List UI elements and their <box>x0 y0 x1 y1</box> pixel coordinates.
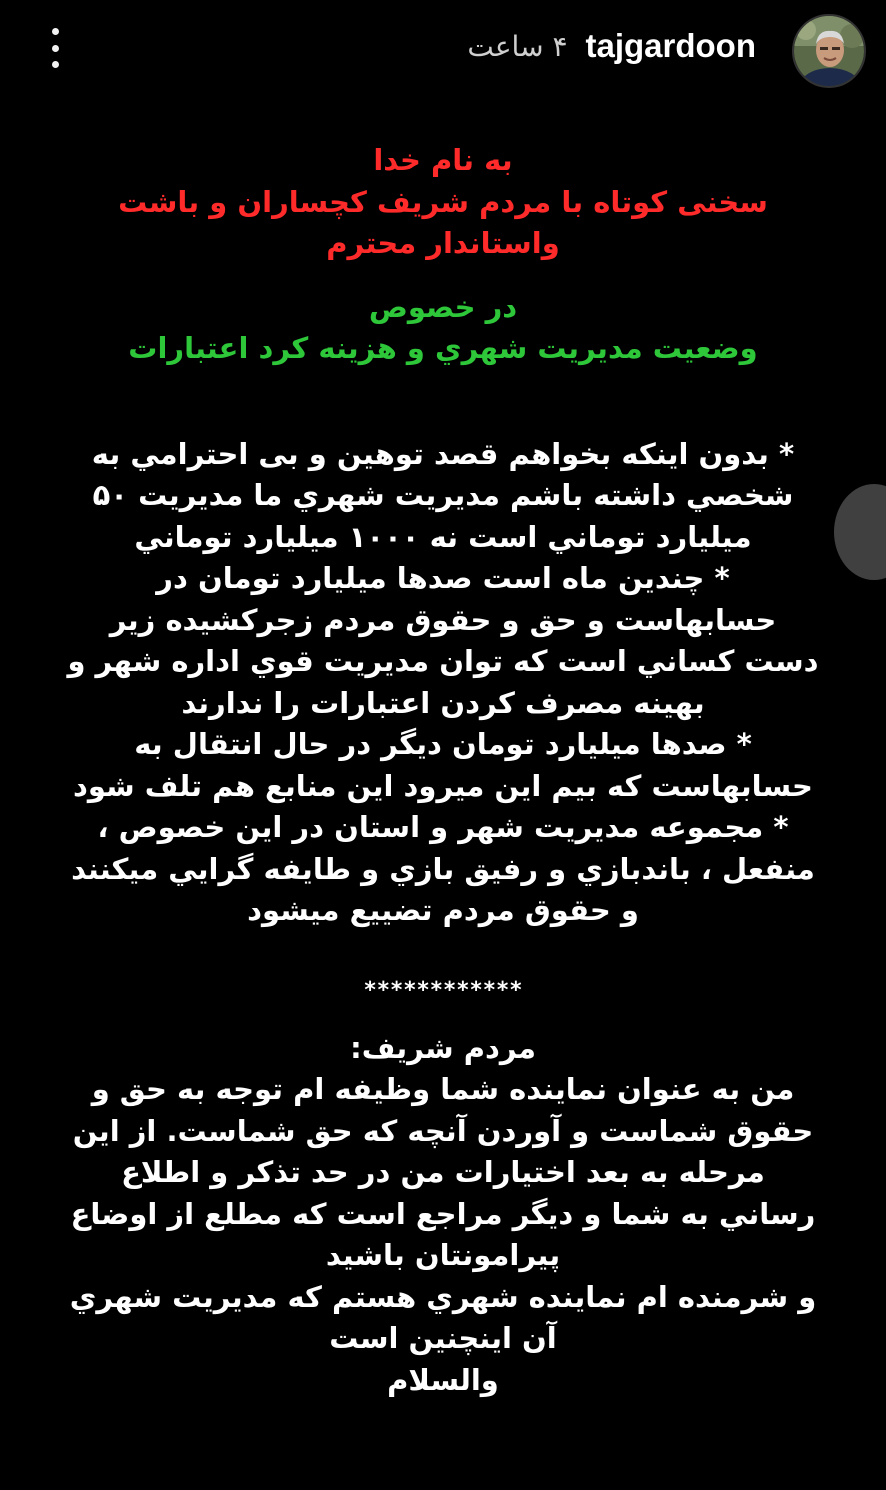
post-closing-line: آن اینچنین است <box>329 1321 557 1355</box>
post-body-line: و حقوق مردم تضییع میشود <box>247 893 639 927</box>
post-red-line: به نام خدا <box>373 143 513 177</box>
story-header <box>0 0 886 92</box>
post-closing-line: رساني به شما و دیگر مراجع است که مطلع از اوضاع <box>70 1196 816 1231</box>
more-vertical-icon[interactable] <box>40 28 70 68</box>
post-red-line: سخنی کوتاه با مردم شریف کچساران و باشت <box>118 184 768 219</box>
post-body-line: شخصي داشته باشم مدیریت شهري ما مدیریت ۵۰ <box>92 478 794 512</box>
post-body-line: حسابهاست که بیم این میرود این منابع هم تلف شود <box>73 768 813 803</box>
post-body-line: منفعل ، باندبازي و رفیق بازي و طایفه گرایي میکنند <box>71 851 815 886</box>
post-body-line: دست کساني است که توان مدیریت قوي اداره شهر و <box>67 644 819 678</box>
post-closing-line: من به عنوان نماینده شما وظیفه ام توجه به حق و <box>91 1072 795 1106</box>
avatar-photo-icon <box>794 16 864 86</box>
post-closing-line: حقوق شماست و آوردن آنچه که حق شماست. از این <box>72 1113 814 1148</box>
post-body-line: * صدها میلیارد تومان دیگر در حال انتقال به <box>134 727 752 761</box>
story-scroll-handle[interactable] <box>834 484 886 580</box>
separator-stars: ************ <box>363 977 523 1003</box>
post-body-line: بهینه مصرف کردن اعتبارات را ندارند <box>181 685 705 720</box>
post-body-line: میلیارد توماني است نه ۱۰۰۰ میلیارد توماني <box>134 519 752 554</box>
post-closing-line: و شرمنده ام نماینده شهري هستم که مدیریت شهري <box>69 1279 817 1314</box>
post-red-line: واستاندار محترم <box>326 226 560 260</box>
post-body-line: * چندین ماه است صدها میلیارد تومان در <box>156 561 730 595</box>
post-closing-line: والسلام <box>387 1362 499 1397</box>
story-meta <box>467 26 756 66</box>
post-body-line: * مجموعه مدیریت شهر و استان در این خصوص ، <box>97 810 789 844</box>
post-closing-line: مردم شریف: <box>350 1030 536 1065</box>
post-green-line: در خصوص <box>368 289 518 324</box>
avatar[interactable] <box>792 14 866 88</box>
post-green-line: وضعیت مدیریت شهري و هزینه کرد اعتبارات <box>128 331 758 365</box>
username-link[interactable]: tajgardoon <box>585 27 756 64</box>
story-time: ۴ ساعت <box>467 29 568 63</box>
story-text-content <box>60 140 826 1401</box>
post-body-line: * بدون اینکه بخواهم قصد توهین و بی احترامي به <box>91 436 795 471</box>
post-closing-line: مرحله به بعد اختیارات من در حد تذکر و اطلاع <box>121 1155 765 1189</box>
post-closing-line: پیرامونتان باشید <box>325 1238 561 1272</box>
post-body-line: حسابهاست و حق و حقوق مردم زجرکشیده زیر <box>109 602 777 637</box>
